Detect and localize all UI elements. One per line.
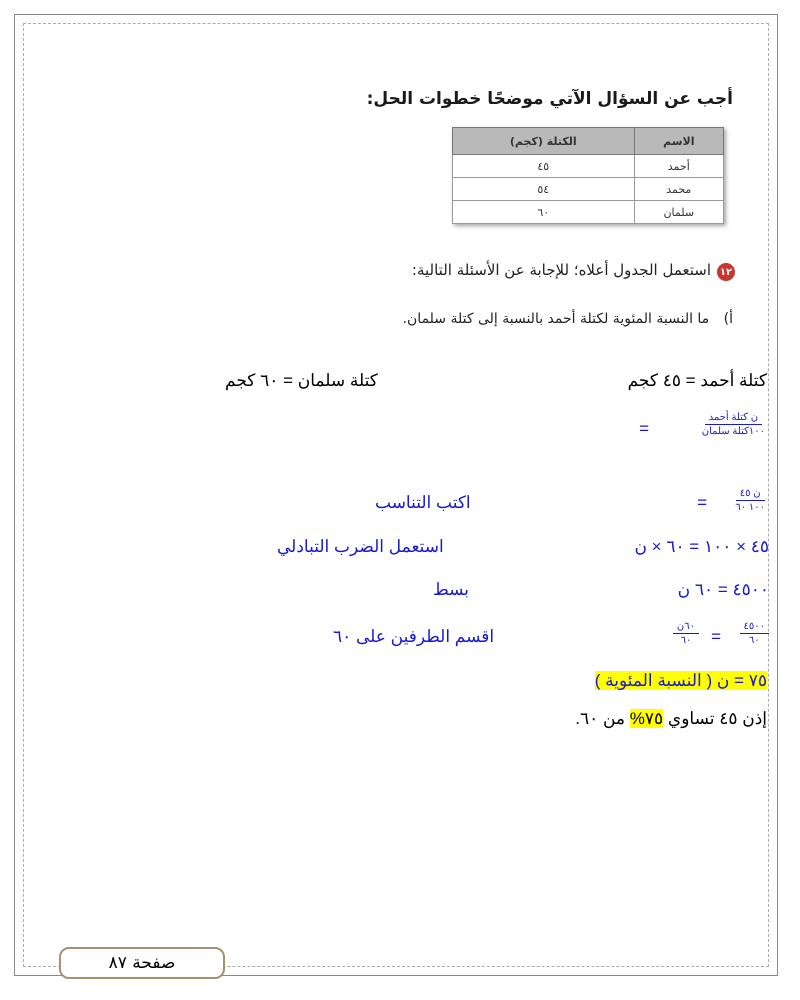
equation-simplify: ٤٥٠٠ = ٦٠ ن xyxy=(677,580,769,599)
cell-mass: ٦٠ xyxy=(453,201,635,224)
step-cross-multiply: استعمل الضرب التبادلي xyxy=(277,537,444,556)
cell-mass: ٥٤ xyxy=(453,178,635,201)
mass-table-container xyxy=(452,127,724,224)
fraction-numerator: ٤٥٠٠ xyxy=(740,621,769,634)
header-mass: الكتلة (كجم) xyxy=(453,128,635,155)
fraction-denominator: ١٠٠ ٦٠ xyxy=(735,502,765,513)
worksheet-page xyxy=(14,14,778,976)
fraction-denominator: ٦٠ xyxy=(748,635,760,646)
step-simplify: بسط xyxy=(433,580,470,599)
sub-question-marker: أ) xyxy=(723,311,733,327)
instruction-heading: أجب عن السؤال الآتي موضحًا خطوات الحل: xyxy=(366,89,733,109)
question-text: استعمل الجدول أعلاه؛ للإجابة عن الأسئلة التالية: xyxy=(411,261,711,279)
mass-table xyxy=(452,127,724,224)
cell-name: سلمان xyxy=(634,201,723,224)
table-row xyxy=(453,155,724,178)
result-highlight: ٧٥ = ن ( النسبة المئوية ) xyxy=(594,671,767,690)
ratio-fraction-numbers xyxy=(731,488,769,513)
conclusion-suffix: من ٦٠. xyxy=(575,709,626,728)
equals-sign: = xyxy=(711,627,721,646)
table-header-row xyxy=(453,128,724,155)
fraction-numerator: ن كتلة أحمد xyxy=(705,412,762,425)
question-number-badge: ١٢ xyxy=(717,263,735,281)
equals-sign: = xyxy=(697,493,707,512)
mass-salman-line: كتلة سلمان = ٦٠ كجم xyxy=(225,371,378,390)
step-divide: اقسم الطرفين على ٦٠ xyxy=(333,627,495,646)
fraction-denominator: ٦٠ xyxy=(680,635,692,646)
conclusion-percent: ٧٥% xyxy=(629,709,664,728)
fraction-numerator: ٦٠ن xyxy=(673,621,699,634)
step-write-proportion: اكتب التناسب xyxy=(375,493,471,512)
cell-name: أحمد xyxy=(634,155,723,178)
fraction-right xyxy=(673,621,699,646)
equation-cross-multiply: ٤٥ × ١٠٠ = ٦٠ × ن xyxy=(634,537,769,556)
cell-name: محمد xyxy=(634,178,723,201)
fraction-numerator: ن ٤٥ xyxy=(736,488,765,501)
sub-question xyxy=(373,305,733,333)
table-row xyxy=(453,178,724,201)
fraction-denominator: ١٠٠كتلة سلمان xyxy=(701,426,765,437)
page-number-label: صفحة ٨٧ xyxy=(59,947,225,979)
table-row xyxy=(453,201,724,224)
equals-sign: = xyxy=(639,419,649,438)
sub-question-text: ما النسبة المئوية لكتلة أحمد بالنسبة إلى كتلة سلمان. xyxy=(402,311,710,327)
conclusion-line xyxy=(575,709,767,729)
conclusion-prefix: إذن ٤٥ تساوي xyxy=(667,709,767,728)
result-line xyxy=(595,671,767,691)
cell-mass: ٤٥ xyxy=(453,155,635,178)
fraction-left xyxy=(740,621,769,646)
mass-ahmad-line: كتلة أحمد = ٤٥ كجم xyxy=(627,371,767,390)
ratio-fraction-words xyxy=(698,412,769,437)
header-name: الاسم xyxy=(634,128,723,155)
